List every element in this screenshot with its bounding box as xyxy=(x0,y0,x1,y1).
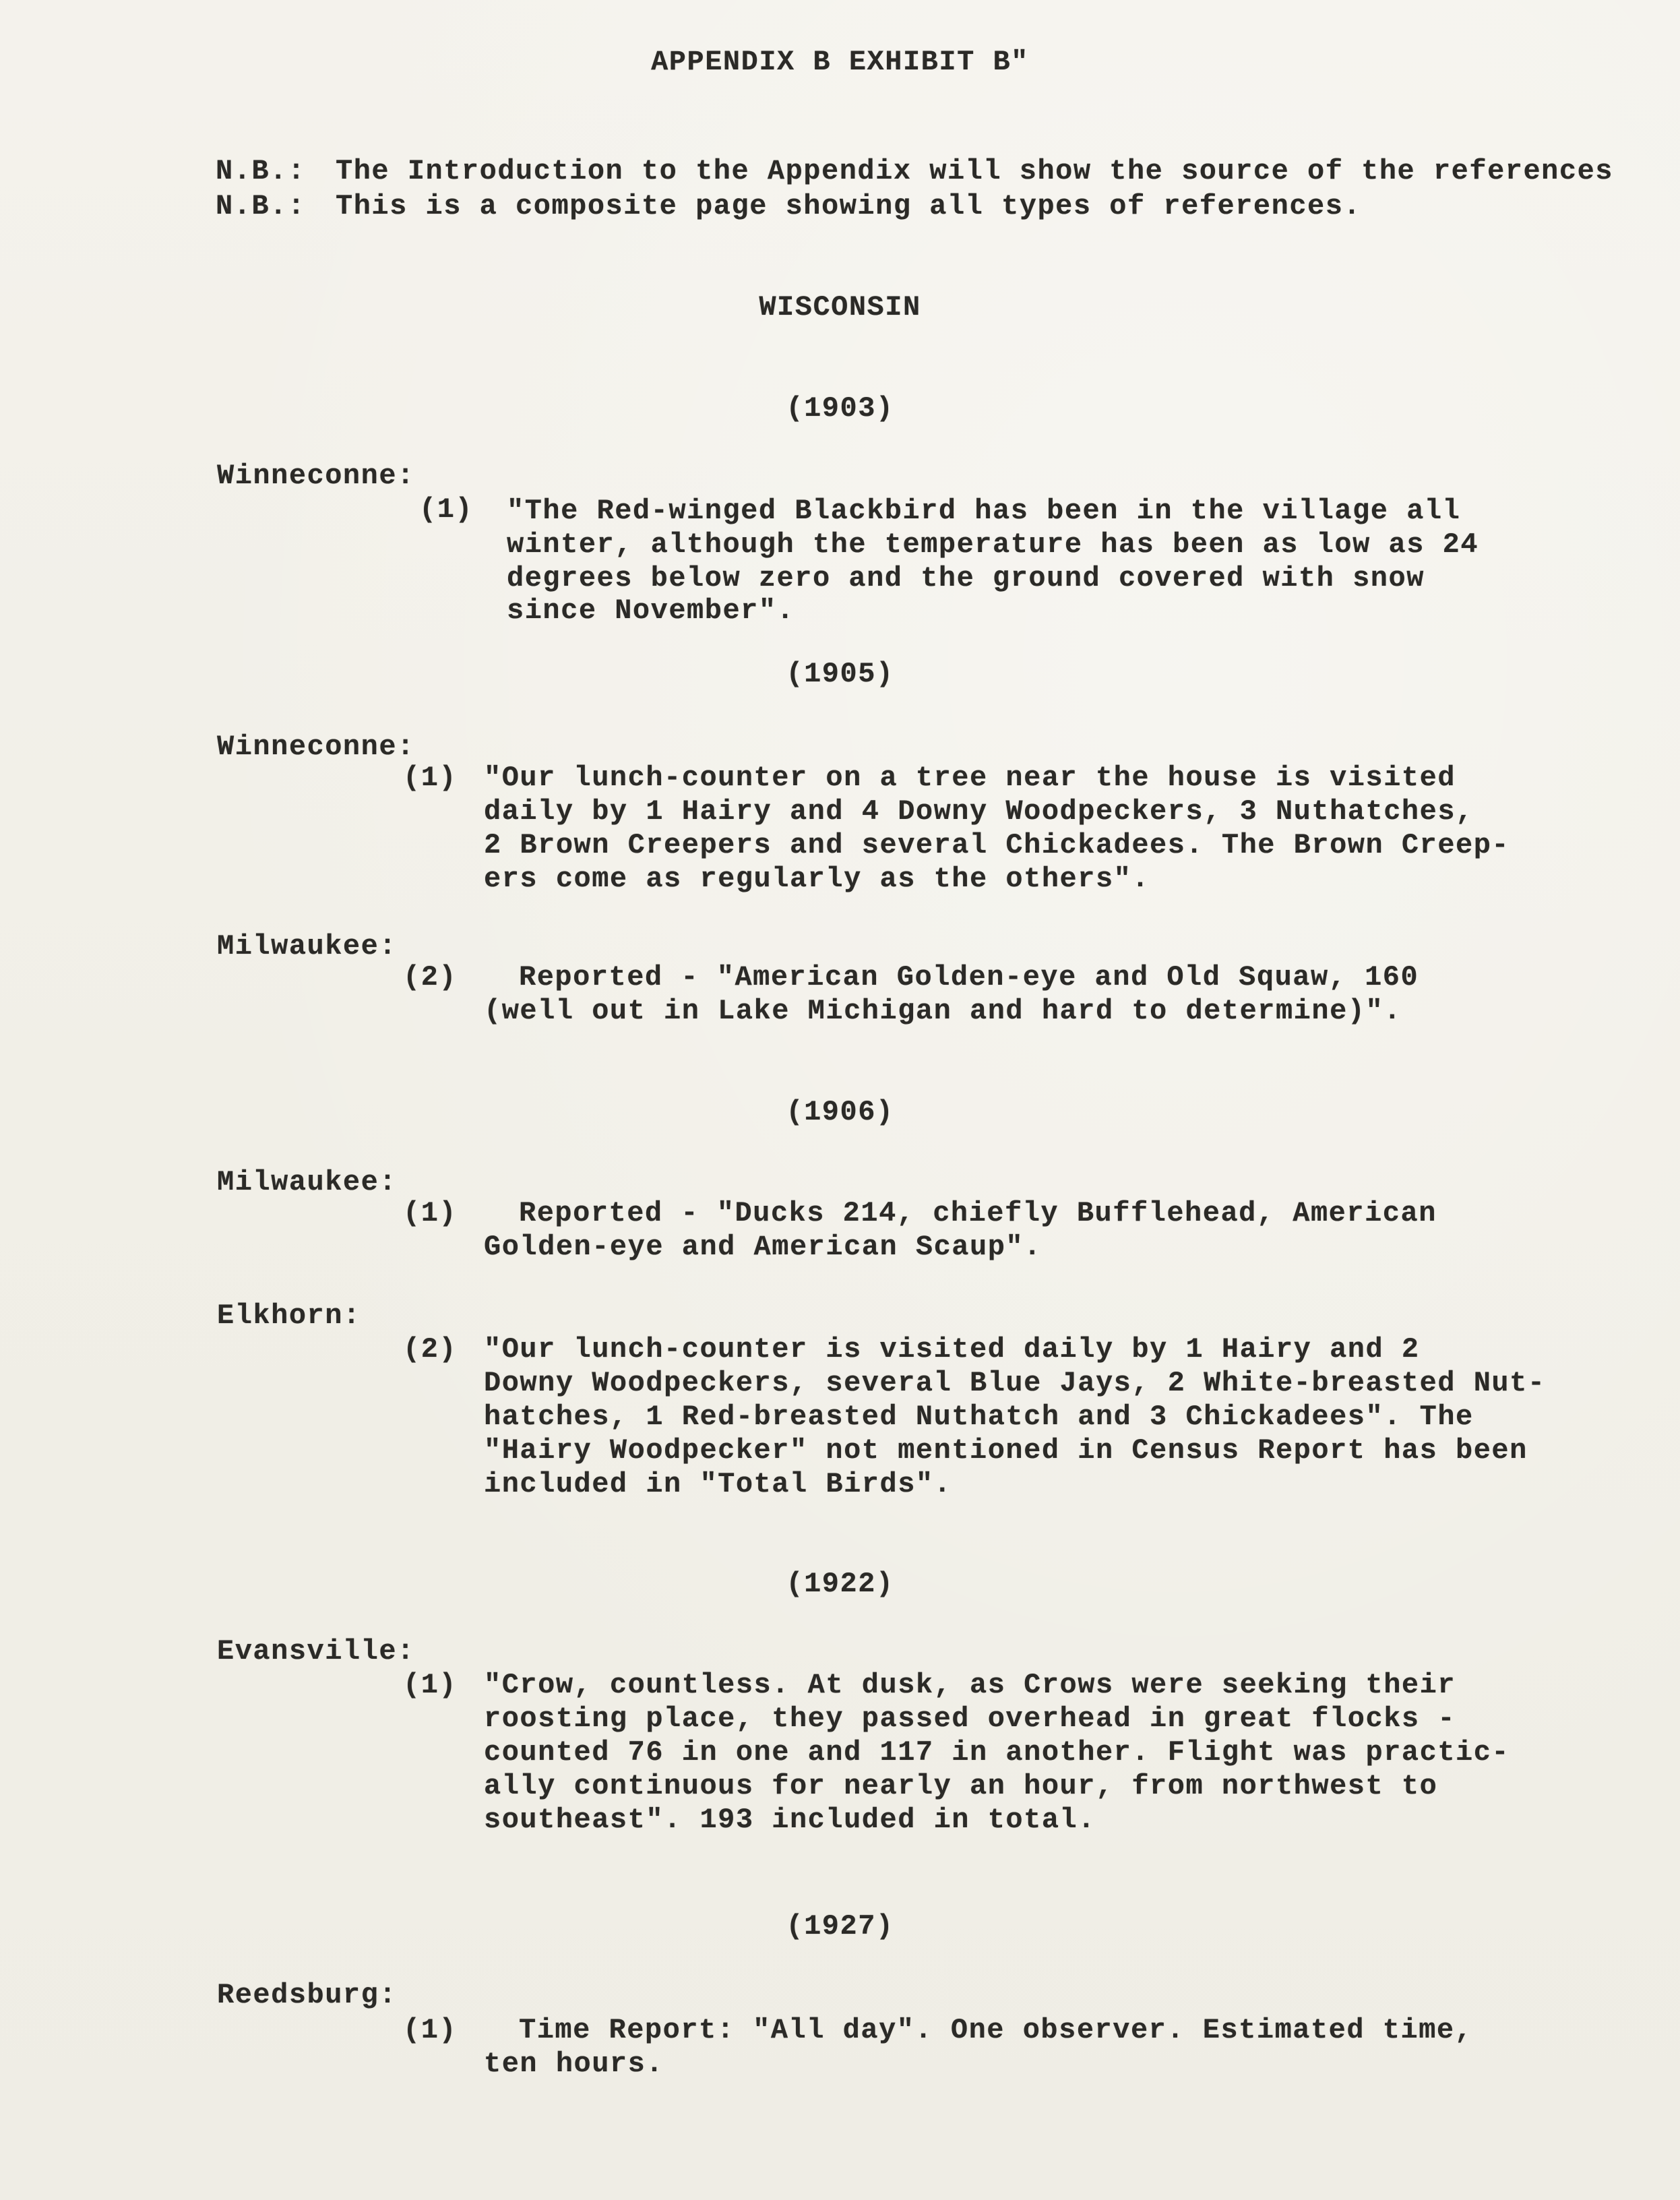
entry-line: Reported - "Ducks 214, chiefly Bufflehead, American xyxy=(519,1197,1437,1229)
entry-line: "The Red-winged Blackbird has been in the village all xyxy=(507,495,1461,527)
entry-number: (1) xyxy=(403,1669,458,1701)
entry-number: (1) xyxy=(403,762,458,794)
entry-line: winter, although the temperature has been as low as 24 xyxy=(507,528,1479,561)
entry-line: hatches, 1 Red-breasted Nuthatch and 3 Chickadees". The xyxy=(484,1401,1474,1433)
entry-line: ers come as regularly as the others". xyxy=(484,863,1150,895)
entry-number: (1) xyxy=(403,2014,458,2046)
entry-line: "Our lunch-counter on a tree near the house is visited xyxy=(484,762,1456,794)
entry-line: degrees below zero and the ground covered with snow xyxy=(507,562,1425,594)
entry-line: ally continuous for nearly an hour, from northwest to xyxy=(484,1770,1438,1802)
entry-line: counted 76 in one and 117 in another. Flight was practic- xyxy=(484,1736,1510,1769)
place-label: Winneconne: xyxy=(217,731,415,763)
entry-line: ten hours. xyxy=(484,2048,664,2080)
entry-number: (2) xyxy=(403,1333,458,1366)
entry-line: daily by 1 Hairy and 4 Downy Woodpeckers, 3 Nuthatches, xyxy=(484,795,1474,828)
entry-line: southeast". 193 included in total. xyxy=(484,1804,1096,1836)
note-text: The Introduction to the Appendix will show the source of the references xyxy=(336,155,1613,187)
entry-line: "Our lunch-counter is visited daily by 1 Hairy and 2 xyxy=(484,1333,1420,1366)
entry-line: Reported - "American Golden-eye and Old Squaw, 160 xyxy=(519,961,1419,994)
entry-number: (1) xyxy=(403,1197,458,1229)
year-heading: (1906) xyxy=(786,1096,894,1128)
place-label: Milwaukee: xyxy=(217,930,398,963)
entry-line: Golden-eye and American Scaup". xyxy=(484,1231,1042,1263)
entry-line: "Hairy Woodpecker" not mentioned in Census Report has been xyxy=(484,1434,1528,1467)
year-heading: (1927) xyxy=(786,1910,894,1943)
entry-line: Time Report: "All day". One observer. Estimated time, xyxy=(519,2014,1473,2046)
entry-line: Downy Woodpeckers, several Blue Jays, 2 White-breasted Nut- xyxy=(484,1367,1546,1399)
entry-line: since November". xyxy=(507,594,795,627)
year-heading: (1905) xyxy=(786,658,894,690)
year-heading: (1903) xyxy=(786,392,894,425)
year-heading: (1922) xyxy=(786,1568,894,1600)
entry-line: roosting place, they passed overhead in great flocks - xyxy=(484,1703,1456,1735)
entry-number: (2) xyxy=(403,961,458,994)
note-label: N.B.: xyxy=(216,155,306,187)
place-label: Evansville: xyxy=(217,1635,415,1668)
state-heading: WISCONSIN xyxy=(759,291,921,324)
entry-line: included in "Total Birds". xyxy=(484,1468,952,1500)
entry-line: 2 Brown Creepers and several Chickadees. The Brown Creep- xyxy=(484,829,1510,861)
note-label: N.B.: xyxy=(216,190,306,222)
place-label: Winneconne: xyxy=(217,460,415,492)
place-label: Milwaukee: xyxy=(217,1166,398,1198)
entry-line: (well out in Lake Michigan and hard to determine)". xyxy=(484,995,1402,1027)
place-label: Reedsburg: xyxy=(217,1979,398,2011)
appendix-header: APPENDIX B EXHIBIT B" xyxy=(651,46,1029,78)
note-text: This is a composite page showing all types of references. xyxy=(336,190,1362,222)
entry-number: (1) xyxy=(419,493,474,526)
place-label: Elkhorn: xyxy=(217,1300,361,1332)
entry-line: "Crow, countless. At dusk, as Crows were seeking their xyxy=(484,1669,1456,1701)
